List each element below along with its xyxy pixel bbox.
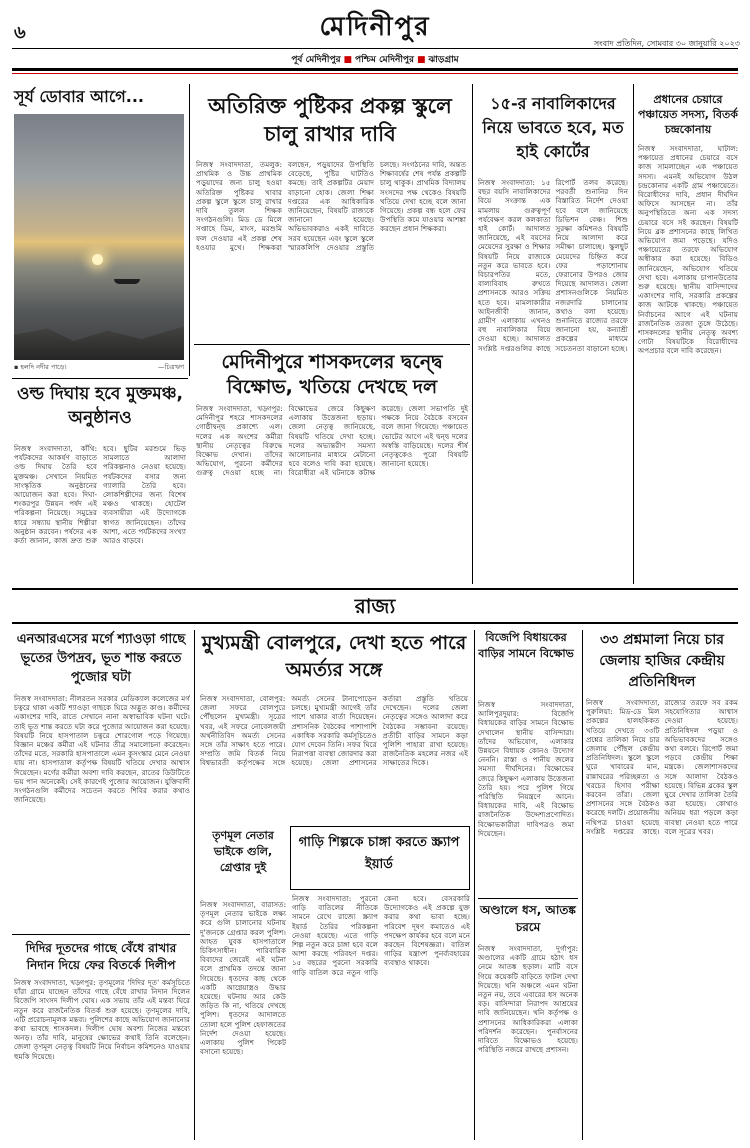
boat-icon [114,279,140,284]
ruling-party-headline: মেদিনীপুরে শাসকদলের দ্বন্দ্বে বিক্ষোভ, খতিয়ে দেখছে দল [221,351,443,398]
column-rule [633,84,634,584]
bullet-icon: ■ [416,55,426,65]
didi-body: নিজস্ব সংবাদদাতা, খড়্গপুর: তৃণমূলের 'দিদির দূত' কর্মসূচিতে যাঁরা গ্রামে যাচ্ছেন তাঁদের গাছে বেঁধে রাখার নিদান দিলেন বিজেপি সাংসদ দিলীপ ঘোষ। এক সভায় তাঁর এই মন্তব্য ঘিরে নতুন করে রাজনৈতিক বিতর্ক শুরু হয়েছে। তৃণমূলের দাবি, এটি প্ররোচনামূলক মন্তব্য। পুলিশের কাছে অভিযোগ জানানোর কথা ভাবছে শাসকদল। দিলীপ ঘোষ অবশ্য নিজের মন্তব্যে অনড়। তাঁর দাবি, মানুষের ক্ষোভের কথাই তিনি বলেছেন। জেলা তৃণমূল নেতৃত্ব বিষয়টি নিয়ে নির্বাচন কমিশনেও যাওয়ার হুমকি দিয়েছে। [14,978,190,1061]
tmc-nephew-body: নিজস্ব সংবাদদাতা, বারাসত: তৃণমূল নেতার ভাইকে লক্ষ্য করে গুলি চালানোর ঘটনায় দু'জনকে গ্রেপ্তার করল পুলিশ। আহত যুবক হাসপাতালে চিকিৎসাধীন। পারিবারিক বিবাদের জেরেই এই ঘটনা বলে প্রাথমিক তদন্তে জানা গিয়েছে। ধৃতদের কাছ থেকে একটি আগ্নেয়াস্ত্রও উদ্ধার হয়েছে। ঘটনায় আর কেউ জড়িত কি না, খতিয়ে দেখছে পুলিশ। ধৃতদের আদালতে তোলা হলে পুলিশ হেফাজতের নির্দেশ দেওয়া হয়েছে। এলাকায় পুলিশ পিকেট বসানো হয়েছে। [200,900,286,1057]
section-title: রাজ্য [354,594,396,618]
headmaster-headline: প্রধানের চেয়ারে পঞ্চায়েত সদস্য, বিতর্ক চন্দ্রকোনায় [638,93,738,136]
story-rule [194,344,470,345]
cm-bolpur-headline: মুখ্যমন্ত্রী বোলপুরে, দেখা হতে পারে অমর্ত্যর সঙ্গে [201,632,467,681]
minors-body: নিজস্ব সংবাদদাতা: ১৫ বছর বয়সি নাবালিকাদের বিয়ে সংক্রান্ত এক মামলায় গুরুত্বপূর্ণ পর্যবেক্ষণ করল কলকাতা হাই কোর্ট। আদালত জানিয়েছে, এই বয়সের মেয়েদের সুরক্ষা ও শিক্ষার বিষয়টি নিয়ে রাজ্যকে নতুন করে ভাবতে হবে। বিচারপতির মতে, বাল্যবিবাহ রুখতে প্রশাসনকে আরও সক্রিয় হতে হবে। মামলাকারীর আইনজীবী জানান, গ্রামীণ এলাকায় এখনও বহু নাবালিকার বিয়ে দেওয়া হচ্ছে। আদালত সংশ্লিষ্ট দপ্তরগুলির কাছে রিপোর্ট তলব করেছে। পরবর্তী শুনানির দিন বিস্তারিত নির্দেশ দেওয়া হবে বলে জানিয়েছে ডিভিশন বেঞ্চ। শিশু সুরক্ষা কমিশনও বিষয়টি নিয়ে আলাদা করে সমীক্ষা চালাচ্ছে। স্কুলছুট মেয়েদের চিহ্নিত করে ফের পড়াশোনায় ফেরানোর উপরও জোর দিয়েছে আদালত। জেলা প্রশাসনগুলিকে নিয়মিত নজরদারি চালানোর কথাও বলা হয়েছে। শুনানিতে রাজ্যের তরফে জানানো হয়, কন্যাশ্রী প্রকল্পের মাধ্যমে সচেতনতা বাড়ানো হচ্ছে। [478,178,628,353]
photo-credit: —চিত্রঋণ [158,363,184,371]
car-scrap-body: নিজস্ব সংবাদদাতা: পুরনো গাড়ি বাতিলের নীতিকে সামনে রেখে রাজ্যে স্ক্র্যাপ ইয়ার্ড তৈরির পরিকল্পনা নেওয়া হয়েছে। এতে গাড়ি শিল্প নতুন করে চাঙ্গা হবে বলে আশা করছে পরিবহণ দপ্তর। ১৫ বছরের পুরনো সরকারি গাড়ি বাতিল করে নতুন গাড়ি কেনা হবে। বেসরকারি উদ্যোগকেও এই প্রকল্পে যুক্ত করার কথা ভাবা হচ্ছে। পরিবেশ দূষণ কমাতেও এই পদক্ষেপ কার্যকর হবে বলে মনে করছেন বিশেষজ্ঞরা। বাতিল গাড়ির যন্ত্রাংশ পুনর্ব্যবহারের ব্যবস্থাও থাকবে। [292,894,470,977]
column-rule [189,84,190,376]
nrs-morgue-body: নিজস্ব সংবাদদাতা: নীলরতন সরকার মেডিক্যাল কলেজের মর্গ চত্বরে থাকা একটি শ্যাওড়া গাছকে ঘিরে অদ্ভুত কাণ্ড। কর্মীদের একাংশের দাবি, রাতে সেখানে নানা অস্বাভাবিক ঘটনা ঘটে। তাই ভূত শান্ত করতে ঘটা করে পুজোর আয়োজন করা হয়েছে। বিষয়টি নিয়ে হাসপাতাল চত্বরে শোরগোল পড়ে গিয়েছে। বিজ্ঞান মঞ্চের কর্মীরা এই ঘটনার তীব্র সমালোচনা করেছেন। তাঁদের মতে, সরকারি হাসপাতালে এমন কুসংস্কার মেনে নেওয়া যায় না। হাসপাতাল কর্তৃপক্ষ বিষয়টি খতিয়ে দেখার আশ্বাস দিয়েছেন। মর্গের কর্মীরা অবশ্য দাবি করছেন, রাতের ডিউটিতে ভয় পান অনেকেই। সেই কারণেই পুজোর আয়োজন। যুক্তিবাদী সংগঠনগুলি কর্মীদের সচেতন করতে শিবির করার কথাও জানিয়েছে। [14,694,190,805]
story-rule [12,934,190,935]
central-team-headline: ৩৩ প্রশ্নমালা নিয়ে চার জেলায় হাজির কেন্দ্রীয় প্রতিনিধিদল [599,632,725,690]
header-double-rule-red [12,73,738,74]
section-rule-top [12,588,738,590]
old-digha-headline: ওল্ড দিঘায় হবে মুক্তমঞ্চ, অনুষ্ঠানও [16,384,184,428]
page-number: ৬ [14,22,26,43]
headmaster-body: নিজস্ব সংবাদদাতা, ঘাটাল: পঞ্চায়েত প্রধানের চেয়ারে বসে কাজ সামলাচ্ছেন এক পঞ্চায়েত সদস্য। এমনই অভিযোগ উঠল চন্দ্রকোনার একটি গ্রাম পঞ্চায়েতে। বিরোধীদের দাবি, প্রধান দীর্ঘদিন অফিসে আসছেন না। তাঁর অনুপস্থিতিতে অন্য এক সদস্য চেয়ারে বসে সই করছেন। বিষয়টি নিয়ে ব্লক প্রশাসনের কাছে লিখিত অভিযোগ জমা পড়েছে। যদিও পঞ্চায়েতের তরফে অভিযোগ অস্বীকার করা হয়েছে। বিডিও জানিয়েছেন, অভিযোগ খতিয়ে দেখা হবে। এলাকায় চাপানউতোর শুরু হয়েছে। স্থানীয় বাসিন্দাদের একাংশের দাবি, সরকারি প্রকল্পের কাজ আটকে থাকছে। পঞ্চায়েত নির্বাচনের আগে এই ঘটনায় রাজনৈতিক তরজা তুঙ্গে উঠেছে। শাসকদলের স্থানীয় নেতৃত্ব অবশ্য গোটা বিষয়টিকে বিরোধীদের অপপ্রচার বলে দাবি করেছেন। [638,144,738,356]
column-rule [194,630,195,1140]
photo-caption: ▪ হলদি নদীর পাড়ে। [14,363,67,371]
sun-icon [92,254,103,265]
sunset-photo [14,114,184,360]
nutrition-body: নিজস্ব সংবাদদাতা, তমলুক: প্রাথমিক ও উচ্চ প্রাথমিক পড়ুয়াদের জন্য চালু হওয়া অতিরিক্ত পুষ্টিকর খাবার প্রকল্প স্কুলে স্কুলে চালু রাখার দাবি তুলল শিক্ষক সংগঠনগুলি। মিড ডে মিলে সপ্তাহে ডিম, মাংস, মরশুমি ফল দেওয়ার এই প্রকল্প শেষ হওয়ার মুখে। শিক্ষকরা বলছেন, পড়ুয়াদের উপস্থিতি বেড়েছে, পুষ্টির ঘাটতিও কমছে। তাই প্রকল্পটির মেয়াদ বাড়ানো হোক। জেলা শিক্ষা দপ্তরের এক আধিকারিক জানিয়েছেন, বিষয়টি রাজ্যকে জানানো হয়েছে। অভিভাবকরাও একই দাবিতে সরব হয়েছেন এবং স্কুলে স্কুলে স্মারকলিপি দেওয়ার প্রস্তুতি চলছে। সংগঠনের দাবি, অন্তত শিক্ষাবর্ষের শেষ পর্যন্ত প্রকল্পটি চালু থাকুক। প্রাথমিক বিদ্যালয় সংসদের পক্ষ থেকেও বিষয়টি খতিয়ে দেখা হচ্ছে বলে জানা গিয়েছে। প্রকল্প বন্ধ হলে ফের উপস্থিতি কমে যাওয়ার আশঙ্কা করছেন প্রধান শিক্ষকরা। [196,160,466,252]
column-rule [472,84,473,584]
andal-body: নিজস্ব সংবাদদাতা, দুর্গাপুর: অণ্ডালের একটি গ্রামে হঠাৎ ধস নেমে আতঙ্ক ছড়াল। মাটি বসে গিয়ে কয়েকটি বাড়িতে ফাটল দেখা দিয়েছে। খনি অঞ্চলে এমন ঘটনা নতুন নয়, তবে এবারের ধস অনেক বড়। বাসিন্দারা নিরাপদ আশ্রয়ের দাবি জানিয়েছেন। খনি কর্তৃপক্ষ ও প্রশাসনের আধিকারিকরা এলাকা পরিদর্শন করেছেন। পুনর্বাসনের দাবিতে বিক্ষোভও হয়েছে। পরিস্থিতি নজরে রাখছে প্রশাসন। [478,944,578,1055]
old-digha-body: নিজস্ব সংবাদদাতা, কাঁথি: পর্যটকদের আকর্ষণ বাড়াতে ওল্ড দিঘায় তৈরি হবে মুক্তমঞ্চ। সেখানে নিয়মিত সাংস্কৃতিক অনুষ্ঠানের আয়োজন করা হবে। দিঘা-শংকরপুর উন্নয়ন পর্ষদ এই পরিকল্পনা নিয়েছে। সমুদ্রের ধারে সন্ধ্যায় স্থানীয় শিল্পীরা অনুষ্ঠান করবেন। পর্ষদের এক কর্তা জানান, কাজ দ্রুত শুরু হবে। ছুটির মরশুমে ভিড় সামলাতে আলাদা পরিকল্পনাও নেওয়া হয়েছে। পর্যটকদের বসার জন্য গ্যালারি তৈরি হবে। লোকশিল্পীদের জন্য বিশেষ মঞ্চও থাকছে। হোটেল ব্যবসায়ীরা এই উদ্যোগকে স্বাগত জানিয়েছেন। তাঁদের আশা, এতে পর্যটকদের সংখ্যা আরও বাড়বে। [14,444,186,546]
bjp-mla-body: নিজস্ব সংবাদদাতা, আলিপুরদুয়ার: বিজেপি বিধায়কের বাড়ির সামনে বিক্ষোভ দেখালেন স্থানীয় বাসিন্দারা। তাঁদের অভিযোগ, এলাকার উন্নয়নে বিধায়ক কোনও উদ্যোগ নেননি। রাস্তা ও পানীয় জলের সমস্যা দীর্ঘদিনের। বিক্ষোভের জেরে কিছুক্ষণ এলাকায় উত্তেজনা তৈরি হয়। পরে পুলিশ গিয়ে পরিস্থিতি নিয়ন্ত্রণে আনে। বিধায়কের দাবি, এই বিক্ষোভ রাজনৈতিক উদ্দেশ্যপ্রণোদিত। বিক্ষোভকারীরা দাবিপত্রও জমা দিয়েছেন। [478,700,574,838]
ruling-party-body: নিজস্ব সংবাদদাতা, খড়্গপুর: মেদিনীপুর শহরে শাসকদলের গোষ্ঠীদ্বন্দ্ব প্রকাশ্যে এল। দলের এক অংশের কর্মীরা স্থানীয় নেতৃত্বের বিরুদ্ধে বিক্ষোভ দেখান। তাঁদের অভিযোগ, পুরনো কর্মীদের গুরুত্ব দেওয়া হচ্ছে না। বিক্ষোভের জেরে কিছুক্ষণ এলাকায় উত্তেজনা ছড়ায়। জেলা নেতৃত্ব জানিয়েছে, বিষয়টি খতিয়ে দেখা হচ্ছে। দলের অভ্যন্তরীণ সমস্যা আলোচনার মাধ্যমে মেটানো হবে বলেও দাবি করা হয়েছে। বিরোধীরা এই ঘটনাকে কটাক্ষ করেছে। জেলা সভাপতি দুই পক্ষকে নিয়ে বৈঠকে বসবেন বলে জানা গিয়েছে। পঞ্চায়েত ভোটের আগে এই দ্বন্দ্ব দলের অস্বস্তি বাড়িয়েছে। দলের শীর্ষ নেতৃত্বকেও পুরো বিষয়টি জানানো হয়েছে। [196,404,468,478]
dateline: সংবাদ প্রতিদিন, সোমবার ৩০ জানুয়ারি ২০২৩ [593,39,740,48]
story-rule [12,378,188,379]
car-scrap-headline: গাড়ি শিল্পকে চাঙ্গা করতে স্ক্র্যাপ ইয়ার্ড [298,835,460,872]
header-double-rule [12,68,738,71]
cm-bolpur-body: নিজস্ব সংবাদদাতা, বোলপুর: জেলা সফরে বোলপুরে পৌঁছলেন মুখ্যমন্ত্রী। সূত্রের খবর, এই সফরে নোবেলজয়ী অর্থনীতিবিদ অমর্ত্য সেনের সঙ্গে তাঁর সাক্ষাৎ হতে পারে। সম্প্রতি জমি বিতর্ক নিয়ে বিশ্বভারতী কর্তৃপক্ষের সঙ্গে অমর্ত্য সেনের টানাপোড়েন চলছে। মুখ্যমন্ত্রী আগেই তাঁর পাশে থাকার বার্তা দিয়েছেন। প্রশাসনিক বৈঠকের পাশাপাশি একাধিক সরকারি কর্মসূচিতেও যোগ দেবেন তিনি। সফর ঘিরে নিরাপত্তা ব্যবস্থা জোরদার করা হয়েছে। জেলা প্রশাসনের কর্তারা প্রস্তুতি খতিয়ে দেখেছেন। দলের জেলা নেতৃত্বের সঙ্গেও আলাদা করে বৈঠকের সম্ভাবনা রয়েছে। প্রতীচী বাড়ির সামনে কড়া পুলিশি পাহারা রাখা হয়েছে। রাজনৈতিক মহলের নজর এই সাক্ষাতের দিকে। [200,694,468,768]
bullet-icon: ■ [343,55,353,65]
central-team-body: নিজস্ব সংবাদদাতা, পুরুলিয়া: মিড-ডে মিল প্রকল্পের হালহকিকত খতিয়ে দেখতে ৩৩টি প্রশ্নের তালিকা নিয়ে চার জেলায় পৌঁছল কেন্দ্রীয় প্রতিনিধিদল। স্কুলে স্কুলে ঘুরে খাবারের মান, রান্নাঘরের পরিচ্ছন্নতা ও খরচের হিসাব পরীক্ষা করবেন তাঁরা। জেলা প্রশাসনের সঙ্গে বৈঠকও করেছে দলটি। প্রয়োজনীয় নথিপত্র চাওয়া হয়েছে সংশ্লিষ্ট দপ্তরের কাছে। রাজ্যের তরফে সব রকম সহযোগিতার আশ্বাস দেওয়া হয়েছে। প্রতিনিধিদল পড়ুয়া ও অভিভাবকদের সঙ্গেও কথা বলবে। রিপোর্ট জমা পড়বে কেন্দ্রীয় শিক্ষা মন্ত্রকে। জেলাশাসকদের সঙ্গে আলাদা বৈঠকও হয়েছে। বিভিন্ন ব্লকের স্কুল ঘুরে দেখার তালিকা তৈরি করা হয়েছে। কোথাও অনিয়ম ধরা পড়লে কড়া ব্যবস্থা নেওয়া হতে পারে বলে সূত্রের খবর। [586,698,738,836]
section-rule-bottom [12,622,738,624]
tmc-nephew-headline: তৃণমূল নেতার ভাইকে গুলি, গ্রেপ্তার দুই [212,829,274,874]
column-rule [474,630,475,1140]
header-rule [12,48,738,49]
region-nav [240,52,510,67]
nutrition-headline: অতিরিক্ত পুষ্টিকর প্রকল্প স্কুলে চালু রাখার দাবি [208,94,452,146]
region-purba[interactable]: পূর্ব মেদিনীপুর [291,55,341,65]
minors-headline: ১৫-র নাবালিকাদের নিয়ে ভাবতে হবে, মত হাই কোর্টের [482,94,624,161]
andal-headline: অণ্ডালে ধস, আতঙ্ক চরমে [480,903,576,934]
nrs-morgue-headline: এনআরএসের মর্গে শ্যাওড়া গাছে ভূতের উপদ্রব, ভূত শান্ত করতে পুজোর ঘটা [16,632,186,685]
region-jhargram[interactable]: ঝাড়গ্রাম [428,55,459,65]
story-rule [478,898,578,899]
column-rule [582,630,583,1140]
region-paschim[interactable]: পশ্চিম মেদিনীপুর [355,55,414,65]
masthead: মেদিনীপুর [319,12,431,42]
didi-headline: দিদির দূতদের গাছে বেঁধে রাখার নিদান দিয়ে ফের বিতর্কে দিলীপ [25,941,177,972]
bjp-mla-headline: বিজেপি বিধায়কের বাড়ির সামনে বিক্ষোভ [478,631,574,660]
photo-headline: সূর্য ডোবার আগে... [14,87,144,106]
rocks-shape [14,318,184,360]
